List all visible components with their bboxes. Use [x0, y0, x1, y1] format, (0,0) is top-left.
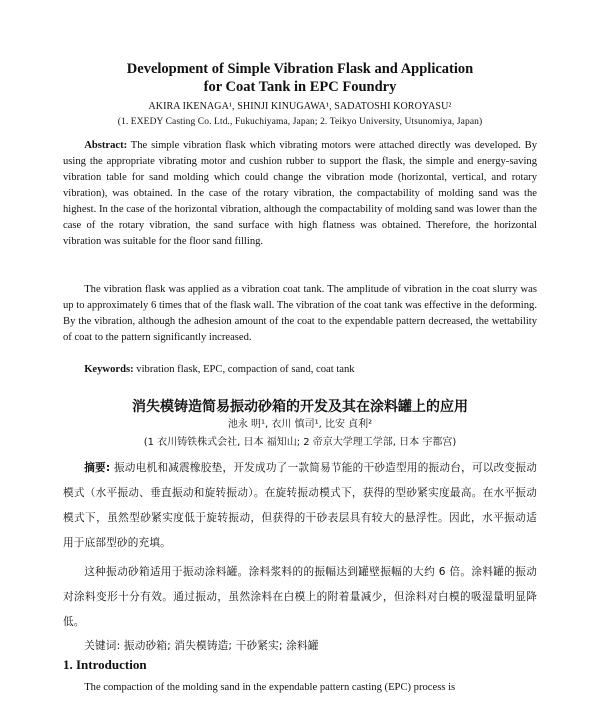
abstract-text-1: The simple vibration flask which vibrating motors were attached directly was developed. By using the appropriate vibrating motor and cushion rubber to support the flask, the simple and energy-saving vibration table for sand molding which could change the vibration mode (horizontal, vertical, and rotary vibration), was obtained. In the case of the rotary vibration, the compactability of molding sand was the highest. In the case of the horizontal vibration, although the compactability of molding sand was lower than the case of the rotary vibration, the sand surface with high flatness was obtained. Therefore, the horizontal vibration was suitable for the floor sand filling.	[63, 140, 537, 247]
chinese-abstract-paragraph-1	[63, 456, 537, 556]
chinese-affiliation-list: (1 衣川铸铁株式会社, 日本 福知山; 2 帝京大学理工学部, 日本 宇都宫)	[143, 437, 457, 448]
introduction-first-line: The compaction of the molding sand in the expendable pattern casting (EPC) process is	[84, 682, 456, 693]
keywords-text: vibration flask, EPC, compaction of sand, coat tank	[136, 364, 355, 375]
chinese-author-list: 池永 明¹, 衣川 慎司¹, 比安 貞利²	[227, 419, 373, 430]
abstract-label: Abstract:	[84, 140, 128, 151]
chinese-abstract-paragraph-2: 这种振动砂箱适用于振动涂料罐。涂料浆料的的振幅达到罐壁振幅的大约 6 倍。涂料罐的振动对涂料变形十分有效。通过振动，虽然涂料在白模上的附着量减少，但涂料对白模的吸湿量明显降低。	[63, 566, 537, 628]
chinese-title: 消失模铸造简易振动砂箱的开发及其在涂料罐上的应用	[132, 399, 468, 415]
abstract-paragraph-2: The vibration flask was applied as a vibration coat tank. The amplitude of vibration in the coat slurry was up to approximately 6 times that of the flask wall. The vibration of the coat tank was effective in the deforming. By the vibration, although the adhesion amount of the coat to the expendable pattern decreased, the wettability of coat to the pattern significantly increased.	[63, 284, 537, 343]
keywords-label: Keywords:	[84, 364, 134, 375]
chinese-keywords-label: 关键词:	[84, 640, 121, 652]
chinese-keywords-text: 振动砂箱; 消失模铸造; 干砂紧实; 涂料罐	[123, 640, 319, 652]
author-list: AKIRA IKENAGA¹, SHINJI KINUGAWA¹, SADATOSHI KOROYASU²	[148, 101, 452, 112]
chinese-keywords-line	[63, 637, 537, 655]
english-title-line2: for Coat Tank in EPC Foundry	[203, 79, 397, 95]
section-heading-introduction: 1. Introduction	[63, 657, 147, 672]
abstract-paragraph-1	[63, 138, 537, 250]
keywords-line	[63, 362, 537, 378]
chinese-abstract-text-1: 振动电机和减震橡胶垫，开发成功了一款简易节能的干砂造型用的振动台，可以改变振动模式（水平振动、垂直振动和旋转振动）。在旋转振动模式下，获得的型砂紧实度最高。在水平振动模式下，虽然型砂紧实度低于旋转振动，但获得的干砂表层具有较大的悬浮性。因此，水平振动适用于底部型砂的充填。	[63, 462, 537, 549]
chinese-abstract-label: 摘要:	[84, 462, 111, 474]
english-title-line1: Development of Simple Vibration Flask and Application	[126, 61, 474, 77]
affiliation-list: (1. EXEDY Casting Co. Ltd., Fukuchiyama, Japan; 2. Teikyo University, Utsunomiya, Japan)	[117, 117, 483, 127]
